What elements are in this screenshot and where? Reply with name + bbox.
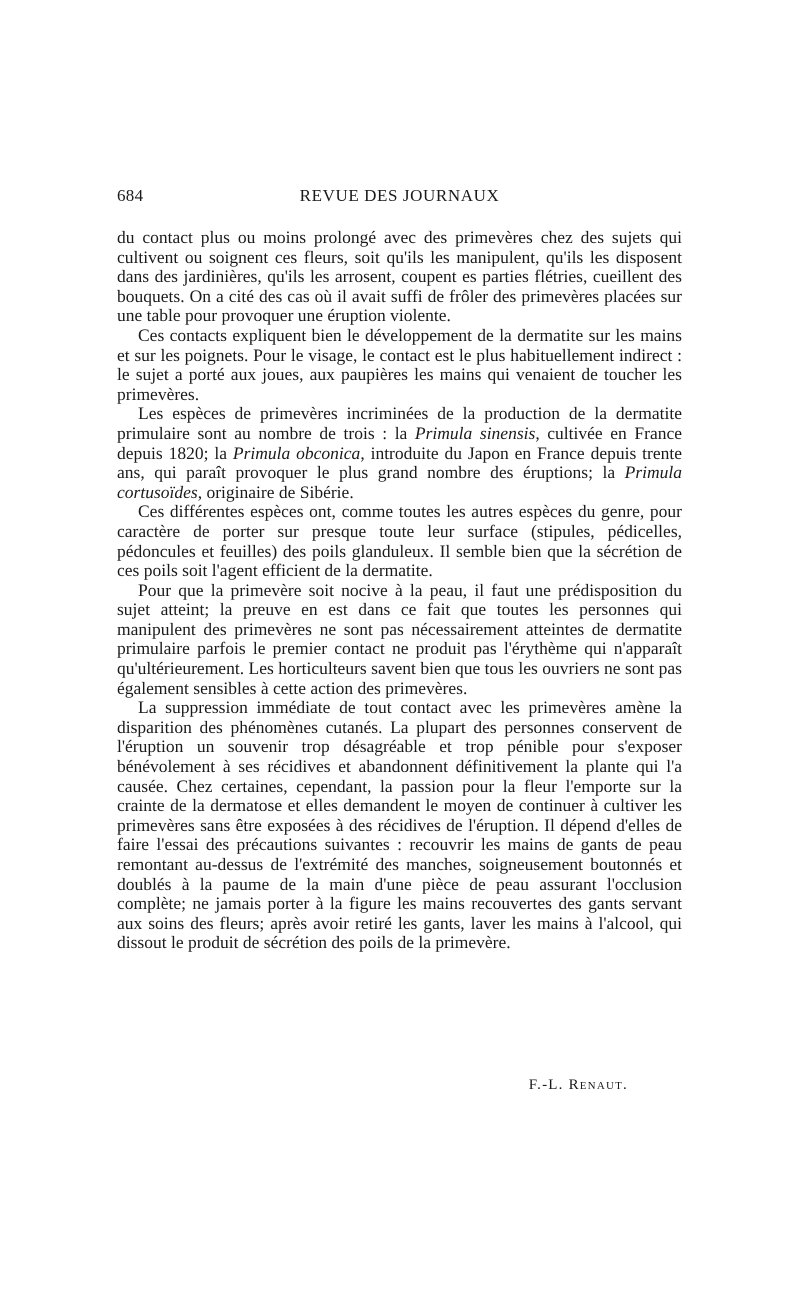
- text-run: Ces contacts expliquent bien le développement de la dermatite sur les mains et sur les poignets. Pour le visage, le contact est le plus habituellement indirect : le sujet a porté aux joues, aux paupières les mains qui venaient de toucher les primevères.: [117, 324, 682, 404]
- paragraph: [117, 404, 682, 502]
- paragraph: [117, 326, 682, 404]
- page-number: 684: [117, 186, 144, 205]
- signature-initials: F.-L.: [528, 1077, 564, 1093]
- text-run: , introduite du Japon en France depuis trente ans, qui paraît provoquer le plus grand nombre des éruptions; la: [117, 442, 683, 483]
- paragraph: [117, 581, 682, 699]
- article-body: [117, 228, 682, 953]
- text-run: , originaire de Sibérie.: [197, 481, 354, 502]
- running-title: REVUE DES JOURNAUX: [299, 186, 500, 205]
- species-name: Primula sinensis: [414, 422, 536, 443]
- text-run: du contact plus ou moins prolongé avec des primevères chez des sujets qui cultivent ou soignent ces fleurs, soit qu'ils les manipulent, qu'ils les disposent dans des jardinières, qu'ils les arrosent, coupent es parties flétries, cueillent des bouquets. On a cité des cas où il avait suffi de frôler des primevères placées sur une table pour provoquer une éruption violente.: [117, 227, 682, 326]
- paragraph: [117, 502, 682, 580]
- text-run: La suppression immédiate de tout contact avec les primevères amène la disparition des phénomènes cutanés. La plupart des personnes conservent de l'éruption un souvenir trop désagréable et trop pénible pour s'exposer bénévolement à ses récidives et abandonnent définitivement la plante qui l'a causée. Chez certaines, cependant, la passion pour la fleur l'emporte sur la crainte de la dermatose et elles demandent le moyen de continuer à cultiver les primevères sans être exposées à des récidives de l'éruption. Il dépend d'elles de faire l'essai des précautions suivantes : recouvrir les mains de gants de peau remontant au-dessus de l'extrémité des manches, soigneusement boutonnés et doublés à la paume de la main d'une pièce de peau assurant l'occlusion complète; ne jamais porter à la figure les mains recouvertes des gants servant aux soins des fleurs; après avoir retiré les gants, laver les mains à l'alcool, qui dissout le produit de sécrétion des poils de la primevère.: [117, 697, 682, 953]
- species-name: Primula obconica: [232, 442, 361, 463]
- species-name: Primula cortusoïdes: [117, 462, 682, 502]
- paragraph: [117, 698, 682, 953]
- text-run: Pour que la primevère soit nocive à la peau, il faut une prédisposition du sujet atteint; la preuve en est dans ce fait que toutes les personnes qui manipulent des primevères ne sont pas nécessairement atteintes de dermatite primulaire parfois le premier contact ne produit pas l'érythème qui n'apparaît qu'ultérieurement. Les horticulteurs savent bien que tous les ouvriers ne sont pas également sensibles à cette action des primevères.: [117, 579, 682, 698]
- text-run: Ces différentes espèces ont, comme toutes les autres espèces du genre, pour caractère de porter sur presque toute leur surface (stipules, pédicelles, pédoncules et feuilles) des poils glanduleux. Il semble bien que la sécrétion de ces poils soit l'agent efficient de la dermatite.: [117, 501, 682, 581]
- page-header: [117, 186, 682, 212]
- text-run: , cultivée en France depuis 1820; la: [117, 422, 682, 463]
- text-run: Les espèces de primevères incriminées de la production de la dermatite primulaire sont au nombre de trois : la: [117, 403, 682, 443]
- author-signature: [529, 1077, 628, 1094]
- signature-name: Renaut.: [568, 1077, 628, 1093]
- paragraph: [117, 228, 682, 326]
